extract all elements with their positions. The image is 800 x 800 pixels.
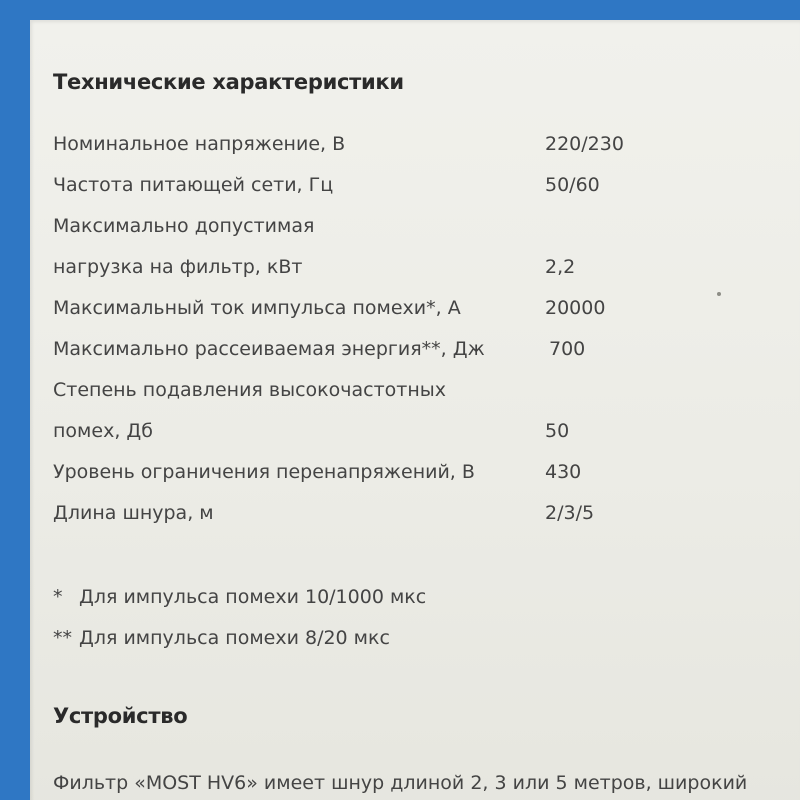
spec-row <box>53 215 753 245</box>
spec-value: 2/3/5 <box>545 502 595 524</box>
spec-value: 700 <box>549 338 586 360</box>
spec-value: 50/60 <box>545 174 600 196</box>
spec-label: Максимально рассеиваемая энергия**, Дж <box>53 338 485 360</box>
footnote-text: Для импульса помехи 8/20 мкс <box>79 627 390 649</box>
spec-row <box>53 461 753 491</box>
spec-row <box>53 338 753 368</box>
paper-speck <box>717 292 721 296</box>
spec-row <box>53 297 753 327</box>
footnote <box>53 627 390 649</box>
footnote <box>53 586 426 608</box>
spec-row <box>53 379 753 409</box>
spec-label: нагрузка на фильтр, кВт <box>53 256 303 278</box>
device-heading: Устройство <box>53 704 188 728</box>
spec-label: Максимально допустимая <box>53 215 315 237</box>
spec-row <box>53 133 753 163</box>
spec-row <box>53 256 753 286</box>
spec-value: 2,2 <box>545 256 576 278</box>
spec-label: Максимальный ток импульса помехи*, А <box>53 297 461 319</box>
spec-value: 20000 <box>545 297 606 319</box>
spec-row <box>53 174 753 204</box>
spec-value: 220/230 <box>545 133 624 155</box>
footnote-text: Для импульса помехи 10/1000 мкс <box>79 586 427 608</box>
spec-label: Номинальное напряжение, В <box>53 133 346 155</box>
spec-heading: Технические характеристики <box>53 70 404 94</box>
spec-label: Длина шнура, м <box>53 502 214 524</box>
device-description: Фильтр «MOST HV6» имеет шнур длиной 2, 3 или 5 метров, широкий <box>53 772 748 794</box>
footnote-mark: * <box>53 586 63 608</box>
spec-row <box>53 420 753 450</box>
footnote-mark: ** <box>53 627 72 649</box>
spec-value: 430 <box>545 461 582 483</box>
spec-label: помех, Дб <box>53 420 153 442</box>
spec-row <box>53 502 753 532</box>
spec-label: Степень подавления высокочастотных <box>53 379 447 401</box>
spec-label: Частота питающей сети, Гц <box>53 174 334 196</box>
spec-value: 50 <box>545 420 570 442</box>
spec-label: Уровень ограничения перенапряжений, В <box>53 461 475 483</box>
